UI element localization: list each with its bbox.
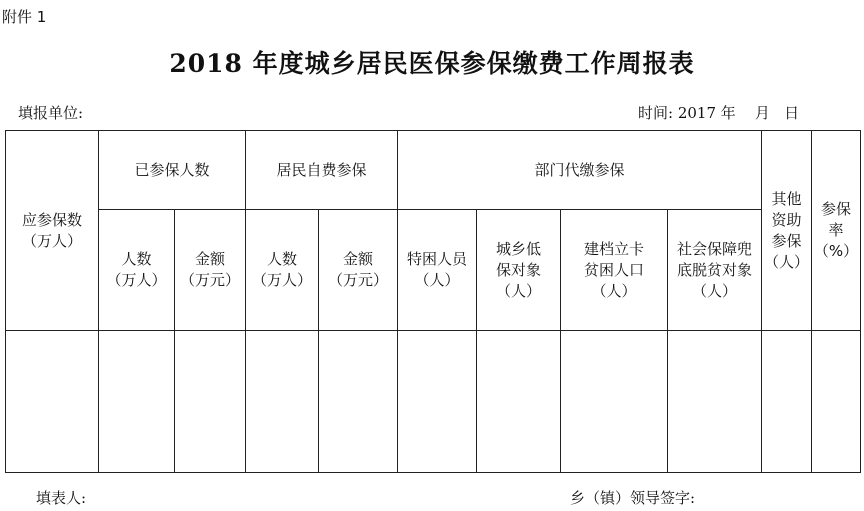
header-group-dept-pay: 部门代缴参保 bbox=[398, 131, 762, 210]
data-cell[interactable] bbox=[477, 331, 561, 473]
data-cell[interactable] bbox=[398, 331, 477, 473]
report-table bbox=[5, 130, 861, 473]
data-cell[interactable] bbox=[812, 331, 861, 473]
header-insured-count: 人数 （万人） bbox=[99, 210, 175, 331]
data-cell[interactable] bbox=[246, 331, 319, 473]
header-dept-social-security: 社会保障兜 底脱贫对象 （人） bbox=[668, 210, 762, 331]
data-cell[interactable] bbox=[762, 331, 812, 473]
header-group-self-pay: 居民自费参保 bbox=[246, 131, 398, 210]
data-cell[interactable] bbox=[6, 331, 99, 473]
header-insured-amount: 金额 （万元） bbox=[175, 210, 246, 331]
date-line: 时间: 2017 年 月 日 bbox=[638, 104, 800, 122]
table-row bbox=[6, 331, 861, 473]
header-insured-rate: 参保 率（%） bbox=[812, 131, 861, 331]
data-cell[interactable] bbox=[175, 331, 246, 473]
header-dept-registered-poverty: 建档立卡 贫困人口 （人） bbox=[561, 210, 668, 331]
header-dept-special-hardship: 特困人员 （人） bbox=[398, 210, 477, 331]
data-cell[interactable] bbox=[319, 331, 398, 473]
data-cell[interactable] bbox=[668, 331, 762, 473]
data-cell[interactable] bbox=[561, 331, 668, 473]
attachment-label: 附件 1 bbox=[2, 8, 47, 26]
header-self-count: 人数 （万人） bbox=[246, 210, 319, 331]
form-filler-label: 填表人: bbox=[36, 489, 87, 507]
reporting-unit-label: 填报单位: bbox=[18, 104, 84, 122]
header-group-insured: 已参保人数 bbox=[99, 131, 246, 210]
header-self-amount: 金额 （万元） bbox=[319, 210, 398, 331]
header-dept-low-income: 城乡低 保对象 （人） bbox=[477, 210, 561, 331]
data-cell[interactable] bbox=[99, 331, 175, 473]
page-title: 2018 年度城乡居民医保参保缴费工作周报表 bbox=[169, 49, 695, 78]
header-expected-insured: 应参保数 （万人） bbox=[6, 131, 99, 331]
leader-signature-label: 乡（镇）领导签字: bbox=[570, 489, 696, 507]
header-other-aid: 其他 资助 参保 （人） bbox=[762, 131, 812, 331]
